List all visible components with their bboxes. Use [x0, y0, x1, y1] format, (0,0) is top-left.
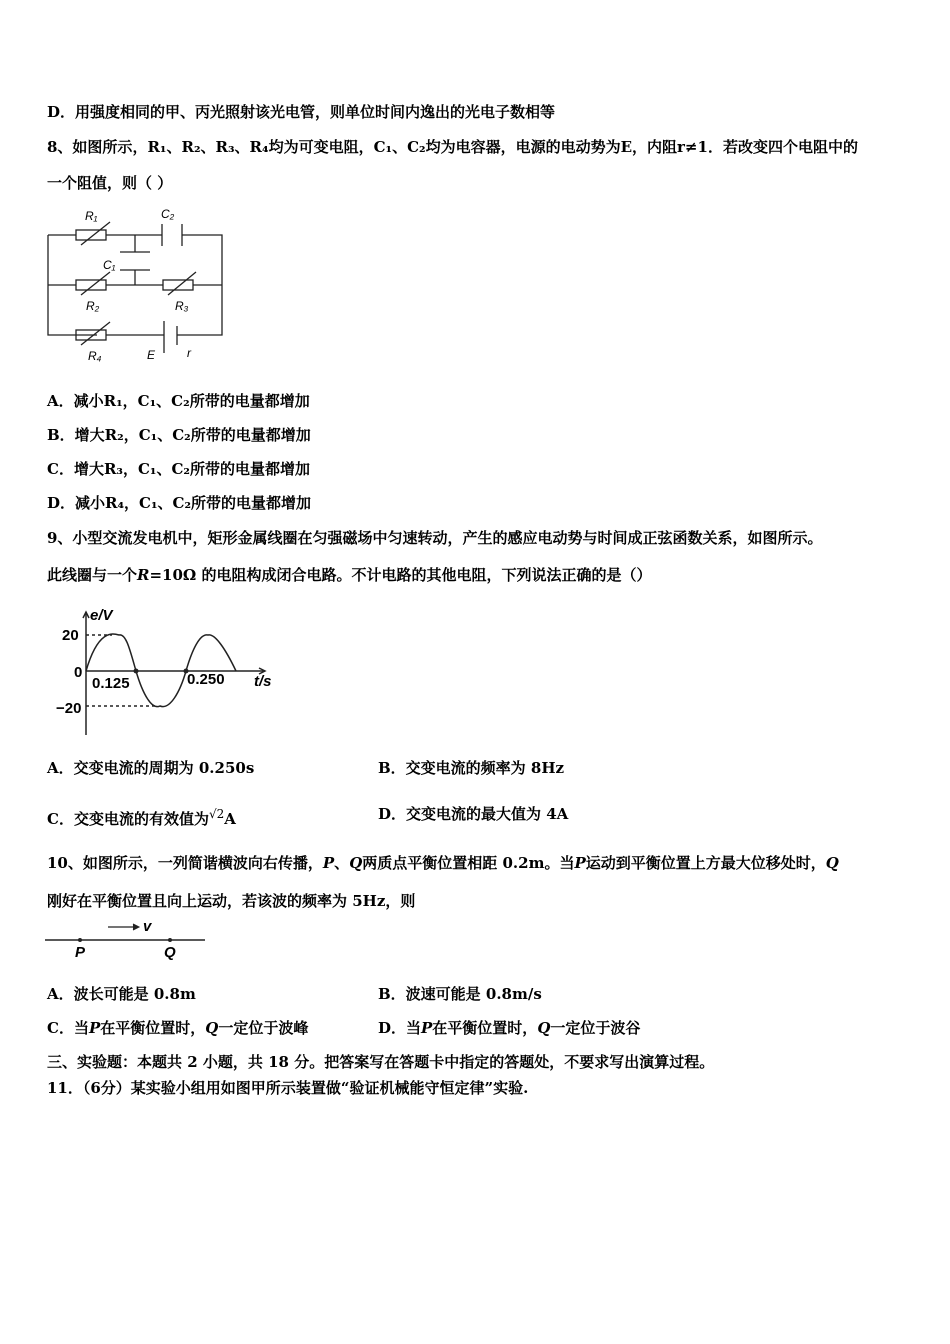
- x-axis-label: t/s: [254, 673, 272, 690]
- q7-option-d: D．用强度相同的甲、丙光照射该光电管，则单位时间内逸出的光电子数相等: [47, 103, 556, 121]
- text: =10Ω 的电阻构成闭合电路。不计电路的其他电阻，下列说法正确的是（）: [149, 566, 652, 584]
- q8-option-c: C．增大R₃，C₁、C₂所带的电量都增加: [47, 460, 310, 478]
- label-r3: R₃: [175, 299, 189, 313]
- label-c1: C₁: [103, 258, 116, 272]
- q8-option-d: D．减小R₄，C₁、C₂所带的电量都增加: [47, 494, 312, 512]
- label-e: E: [147, 348, 156, 362]
- text: A: [224, 810, 236, 828]
- y-tick-20: 20: [62, 627, 79, 644]
- q11-stem: 11．（6分）某实验小组用如图甲所示装置做“验证机械能守恒定律”实验.: [47, 1079, 529, 1097]
- text: 运动到平衡位置上方最大位移处时，: [585, 854, 826, 872]
- y-axis-label: e/V: [90, 607, 113, 624]
- q9-option-b: B．交变电流的频率为 8Hz: [378, 759, 565, 777]
- q10-stem-line2: 刚好在平衡位置且向上运动，若该波的频率为 5Hz，则: [47, 892, 416, 910]
- x-tick-0125: 0.125: [92, 675, 130, 692]
- zero-point: [134, 669, 139, 674]
- y-tick-neg20: −20: [56, 700, 82, 717]
- label-p: P: [75, 944, 86, 961]
- label-r4: R₄: [88, 349, 102, 363]
- text: R: [137, 566, 150, 584]
- text: 、: [334, 854, 350, 872]
- text: 此线圈与一个: [47, 566, 138, 584]
- text: P: [421, 1019, 433, 1037]
- y-tick-0: 0: [74, 664, 83, 681]
- q9-option-d: D．交变电流的最大值为 4A: [378, 805, 569, 823]
- label-r: r: [187, 346, 191, 360]
- point-q: [168, 938, 172, 942]
- text: 在平衡位置时，: [100, 1019, 206, 1037]
- q8-option-b: B．增大R₂，C₁、C₂所带的电量都增加: [47, 426, 311, 444]
- text: 10、如图所示，一列简谐横波向右传播，: [47, 854, 323, 872]
- label-q: Q: [164, 944, 176, 961]
- q9-emf-graph: [40, 600, 290, 740]
- label-r2: R₂: [86, 299, 100, 313]
- label-c2: C₂: [161, 207, 175, 221]
- x-tick-0250: 0.250: [187, 671, 225, 688]
- q10-option-c: [47, 1018, 308, 1038]
- q9-stem-line2: [47, 565, 652, 585]
- label-v: v: [143, 918, 152, 935]
- q10-stem-line1: [47, 853, 839, 873]
- q9-stem-line1: 9、小型交流发电机中，矩形金属线圈在匀强磁场中匀速转动，产生的感应电动势与时间成正弦函数关系，如图所示。: [47, 529, 823, 547]
- text: Q: [349, 854, 363, 872]
- text: 一定位于波谷: [550, 1019, 641, 1037]
- q9-option-a: A．交变电流的周期为 0.250s: [47, 759, 255, 777]
- sqrt2: √2: [208, 807, 225, 821]
- q8-stem-line1: 8、如图所示，R₁、R₂、R₃、R₄均为可变电阻，C₁、C₂均为电容器，电源的电动势为E，内阻r≠1．若改变四个电阻中的: [47, 138, 858, 156]
- q8-stem-line2: 一个阻值，则（ ）: [47, 174, 173, 192]
- section-3-heading: 三、实验题：本题共 2 小题，共 18 分。把答案写在答题卡中指定的答题处，不要求写出演算过程。: [47, 1053, 715, 1071]
- text: Q: [825, 854, 839, 872]
- q10-wave-diagram: [40, 915, 240, 965]
- text: Q: [537, 1019, 551, 1037]
- text: P: [574, 854, 586, 872]
- point-p: [78, 938, 82, 942]
- text: C．当: [47, 1019, 89, 1037]
- text: P: [88, 1019, 101, 1037]
- q8-option-a: A．减小R₁，C₁、C₂所带的电量都增加: [47, 392, 310, 410]
- text: P: [322, 854, 335, 872]
- q10-option-a: A．波长可能是 0.8m: [47, 985, 196, 1003]
- q9-option-c: [47, 804, 236, 829]
- q8-circuit-diagram: [40, 195, 240, 370]
- label-r1: R₁: [85, 209, 98, 223]
- q10-option-b: B．波速可能是 0.8m/s: [378, 985, 542, 1003]
- text: 在平衡位置时，: [432, 1019, 538, 1037]
- text: 一定位于波峰: [218, 1019, 309, 1037]
- text: D．当: [378, 1019, 422, 1037]
- text: Q: [205, 1019, 219, 1037]
- text: C．交变电流的有效值为: [47, 810, 209, 828]
- text: 两质点平衡位置相距 0.2m。当: [362, 854, 575, 872]
- q10-option-d: [378, 1018, 640, 1038]
